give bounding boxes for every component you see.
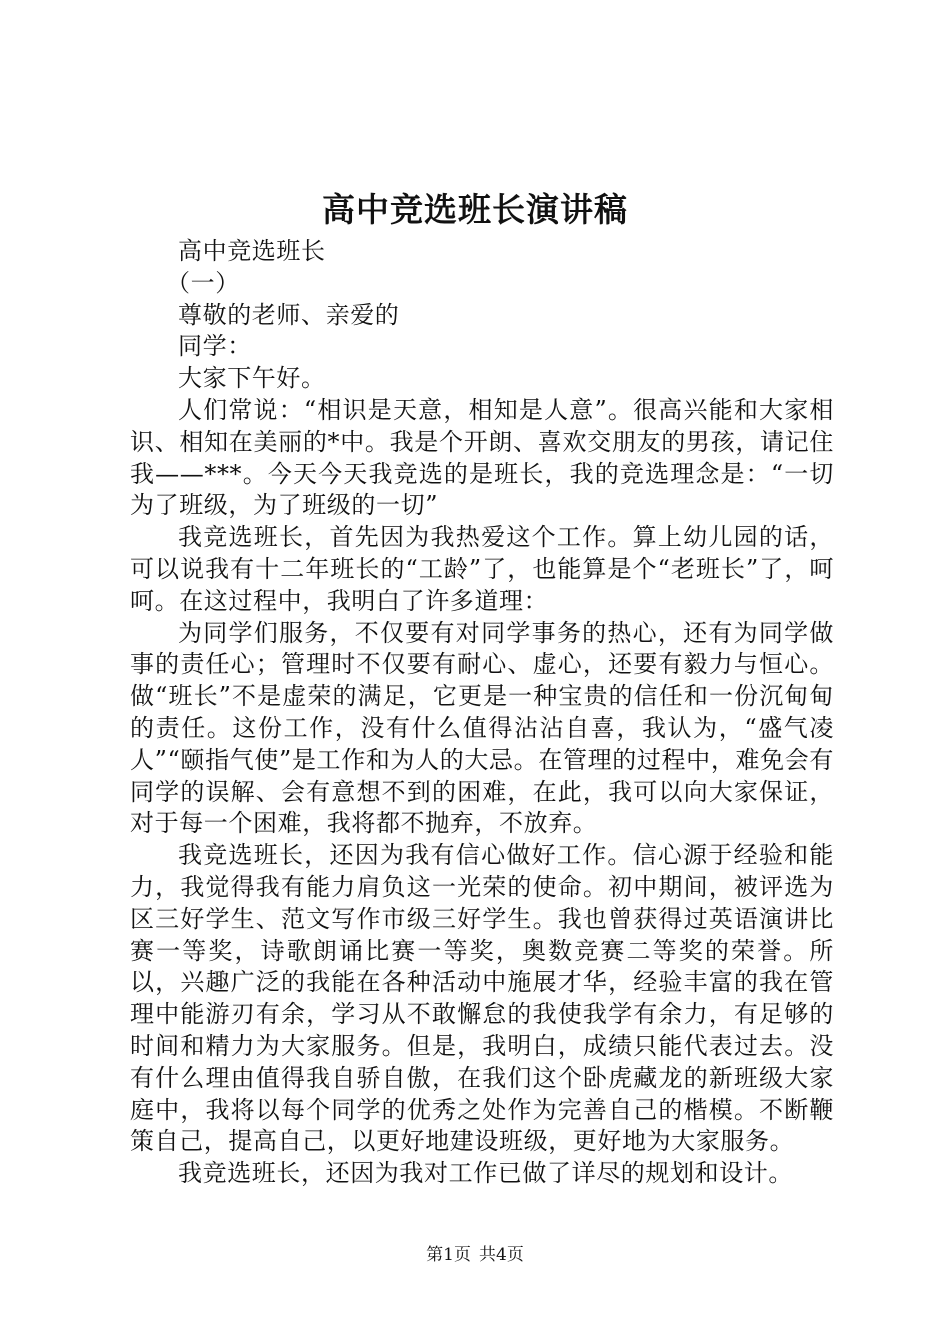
- paragraph: 尊敬的老师、亲爱的: [178, 300, 400, 329]
- document-body: [130, 236, 834, 1190]
- paragraph: 为同学们服务，不仅要有对同学事务的热心，还有为同学做事的责任心；管理时不仅要有耐心、虚心，还要有毅力与恒心。做“班长”不是虚荣的满足，它更是一种宝贵的信任和一份沉甸甸的责任。这份工作，没有什么值得沾沾自喜，我认为，“盛气凌人”“颐指气使”是工作和为人的大忌。在管理的过程中，难免会有同学的误解、会有意想不到的困难，在此，我可以向大家保证，对于每一个困难，我将都不抛弃，不放弃。: [130, 618, 834, 838]
- page-number: 第1页: [426, 1245, 471, 1265]
- paragraph: 同学：: [178, 332, 252, 361]
- document-title: 高中竞选班长演讲稿: [322, 190, 628, 229]
- paragraph: 人们常说：“相识是天意，相知是人意”。很高兴能和大家相识、相知在美丽的*中。我是个开朗、喜欢交朋友的男孩，请记住我——***。今天今天我竞选的是班长，我的竞选理念是：“一切为了班级，为了班级的一切”: [130, 395, 834, 520]
- paragraph: （一）: [166, 268, 240, 297]
- paragraph: 我竞选班长，还因为我对工作已做了详尽的规划和设计。: [178, 1159, 793, 1188]
- page-footer: [0, 1243, 950, 1267]
- paragraph: 我竞选班长，还因为我有信心做好工作。信心源于经验和能力，我觉得我有能力肩负这一光荣的使命。初中期间，被评选为区三好学生、范文写作市级三好学生。我也曾获得过英语演讲比赛一等奖，诗歌朗诵比赛一等奖，奥数竞赛二等奖的荣誉。所以，兴趣广泛的我能在各种活动中施展才华，经验丰富的我在管理中能游刃有余，学习从不敢懈怠的我使我学有余力，有足够的时间和精力为大家服务。但是，我明白，成绩只能代表过去。没有什么理由值得我自骄自傲，在我们这个卧虎藏龙的新班级大家庭中，我将以每个同学的优秀之处作为完善自己的楷模。不断鞭策自己，提高自己，以更好地建设班级，更好地为大家服务。: [130, 841, 834, 1156]
- paragraph: 我竞选班长，首先因为我热爱这个工作。算上幼儿园的话，可以说我有十二年班长的“工龄”了，也能算是个“老班长”了，呵呵。在这过程中，我明白了许多道理：: [130, 523, 834, 615]
- paragraph: 高中竞选班长: [178, 237, 326, 265]
- paragraph: 大家下午好。: [178, 364, 326, 393]
- page-total: 共4页: [479, 1245, 524, 1265]
